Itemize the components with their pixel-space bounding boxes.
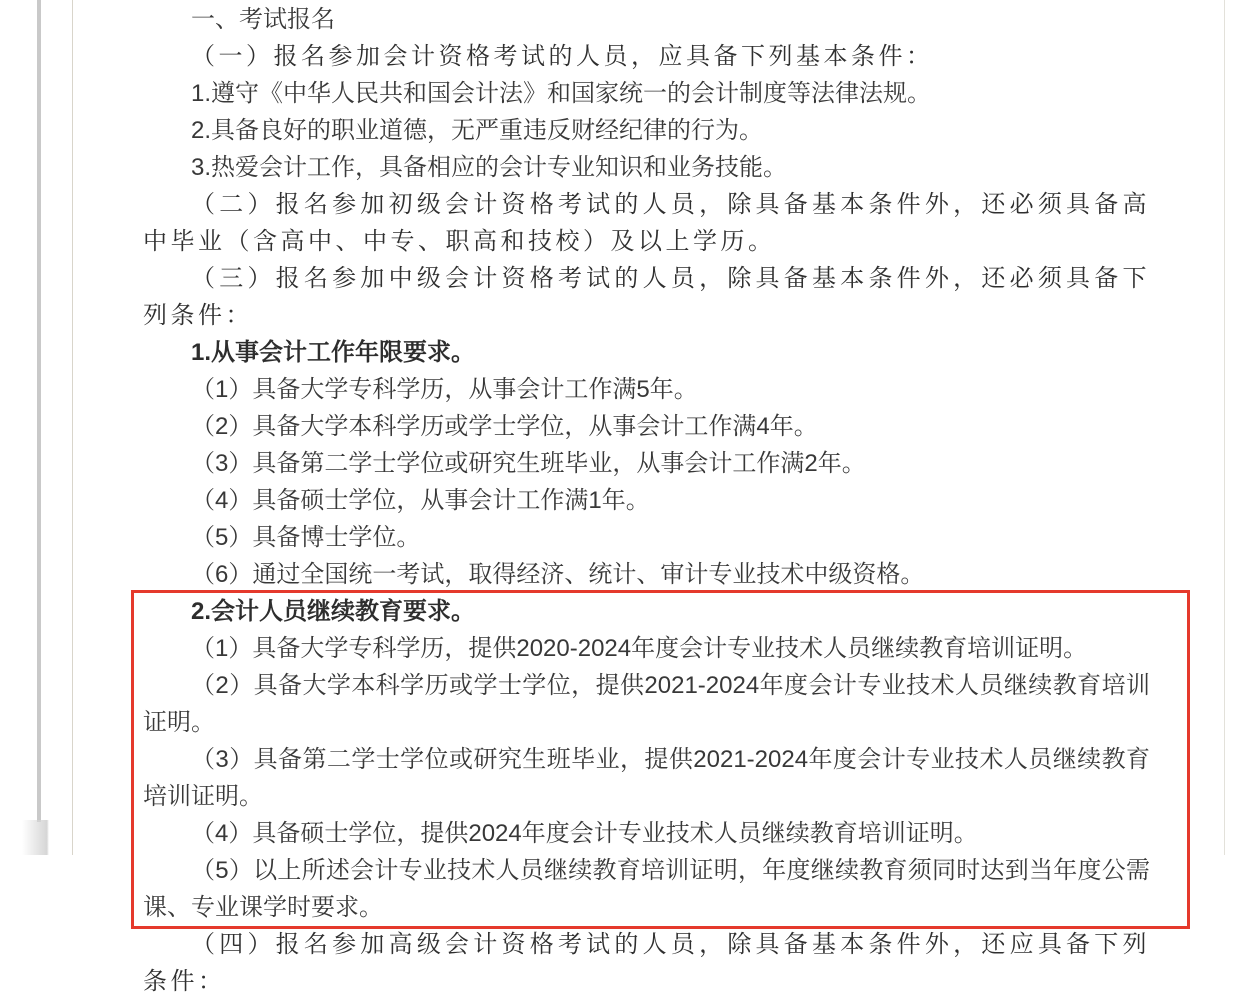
paragraph: （二）报名参加初级会计资格考试的人员，除具备基本条件外，还必须具备高中毕业（含高中、中专、职高和技校）及以上学历。	[143, 190, 1150, 255]
article-content	[73, 0, 1224, 1000]
highlight-box	[131, 590, 1190, 929]
scrollbar-track-end	[22, 820, 49, 855]
subsection-heading: 1.从事会计工作年限要求。	[191, 339, 476, 366]
list-item: （5）具备博士学位。	[191, 524, 421, 551]
paragraph: 3.热爱会计工作，具备相应的会计专业知识和业务技能。	[191, 154, 788, 181]
article-card	[72, 0, 1225, 995]
paragraph: （四）报名参加高级会计资格考试的人员，除具备基本条件外，还应具备下列条件：	[143, 930, 1150, 995]
scrollbar-thumb[interactable]	[37, 0, 41, 822]
list-item: （1）具备大学专科学历，提供2020-2024年度会计专业技术人员继续教育培训证明。	[191, 635, 1088, 662]
paragraph: 1.遵守《中华人民共和国会计法》和国家统一的会计制度等法律法规。	[191, 80, 932, 107]
list-item: （6）通过全国统一考试，取得经济、统计、审计专业技术中级资格。	[191, 561, 925, 588]
list-item: （5）以上所述会计专业技术人员继续教育培训证明，年度继续教育须同时达到当年度公需课、专业课学时要求。	[143, 857, 1150, 921]
list-item: （3）具备第二学士学位或研究生班毕业，从事会计工作满2年。	[191, 450, 866, 477]
paragraph: （一）报名参加会计资格考试的人员，应具备下列基本条件：	[191, 42, 934, 70]
list-item: （2）具备大学本科学历或学士学位，从事会计工作满4年。	[191, 413, 818, 440]
list-item: （2）具备大学本科学历或学士学位，提供2021-2024年度会计专业技术人员继续教育培训证明。	[143, 672, 1150, 736]
subsection-heading: 2.会计人员继续教育要求。	[191, 598, 476, 625]
section-title: 一、考试报名	[191, 6, 335, 33]
list-item: （4）具备硕士学位，从事会计工作满1年。	[191, 487, 650, 514]
paragraph: 2.具备良好的职业道德，无严重违反财经纪律的行为。	[191, 117, 764, 144]
paragraph: （三）报名参加中级会计资格考试的人员，除具备基本条件外，还必须具备下列条件：	[143, 264, 1150, 329]
list-item: （4）具备硕士学位，提供2024年度会计专业技术人员继续教育培训证明。	[191, 820, 978, 847]
list-item: （3）具备第二学士学位或研究生班毕业，提供2021-2024年度会计专业技术人员继续教育培训证明。	[143, 746, 1150, 810]
list-item: （1）具备大学专科学历，从事会计工作满5年。	[191, 376, 698, 403]
